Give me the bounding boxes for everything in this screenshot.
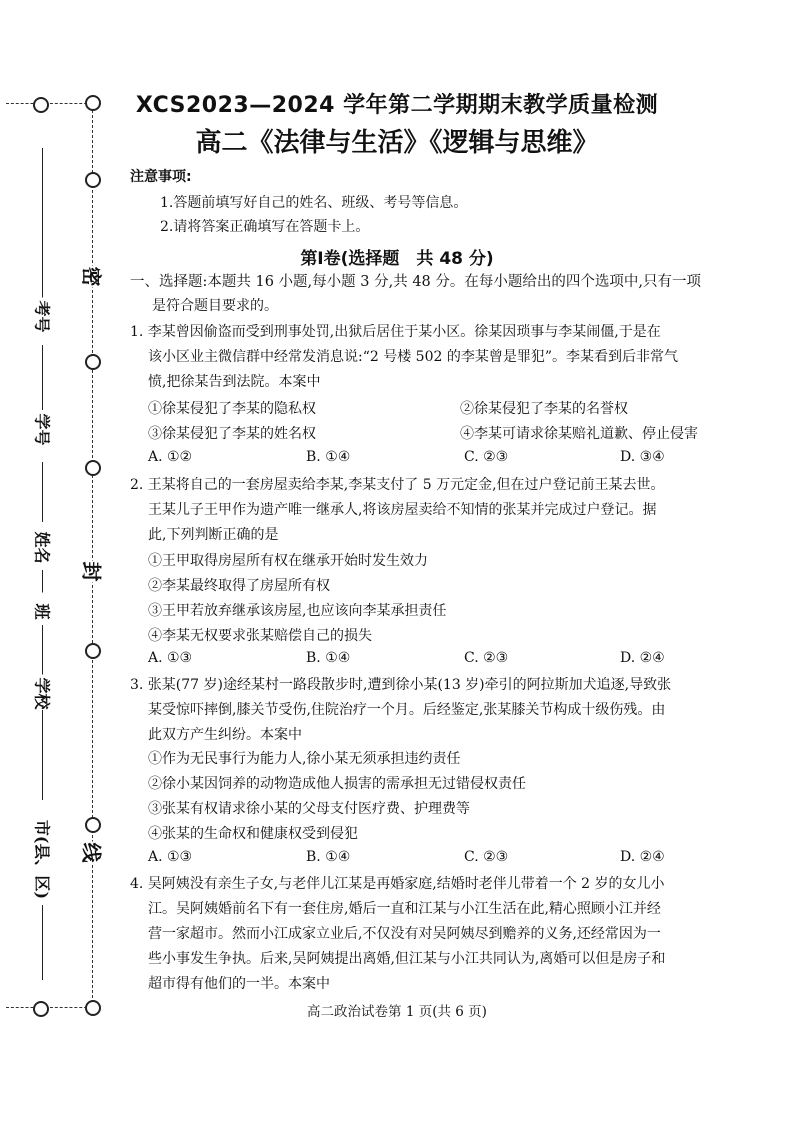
school-label: 学校 bbox=[32, 675, 55, 713]
choice-b: B. ①④ bbox=[306, 849, 351, 865]
question-4-line: 4. 吴阿姨没有亲生子女,与老伴儿江某是再婚家庭,结婚时老伴儿带着一个 2 岁的女儿小 bbox=[130, 876, 665, 892]
question-4-line: 些小事发生争执。后来,吴阿姨提出离婚,但江某与小江共同认为,离婚可以但是房子和 bbox=[148, 951, 666, 967]
question-2-line: 2. 王某将自己的一套房屋卖给李某,李某支付了 5 万元定金,但在过户登记前王某去世。 bbox=[130, 477, 665, 493]
question-3-line: 某受惊吓摔倒,膝关节受伤,住院治疗一个月。后经鉴定,张某膝关节构成十级伤残。由 bbox=[148, 702, 666, 718]
section-instruction: 一、选择题:本题共 16 小题,每小题 3 分,共 48 分。在每小题给出的四个选项中,只有一项 bbox=[130, 274, 701, 290]
student-number-line bbox=[42, 345, 43, 410]
school-line bbox=[42, 710, 43, 800]
section-title: 第Ⅰ卷(选择题 共 48 分) bbox=[300, 249, 494, 269]
subject-title: 高二《法律与生活》《逻辑与思维》 bbox=[195, 128, 599, 158]
binding-hole-icon bbox=[85, 817, 101, 833]
question-2-line: 王某儿子王甲作为遗产唯一继承人,将该房屋卖给不知情的张某并完成过户登记。据 bbox=[148, 502, 657, 518]
question-3-line: 3. 张某(77 岁)途经某村一路段散步时,遭到徐小某(13 岁)牵引的阿拉斯加犬追逐,导致张 bbox=[130, 677, 672, 693]
statement: ①王甲取得房屋所有权在继承开始时发生效力 bbox=[148, 553, 428, 569]
statement: ④李某无权要求张某赔偿自己的损失 bbox=[148, 628, 372, 644]
exam-number-label: 考号 bbox=[32, 298, 55, 336]
choice-a: A. ①③ bbox=[148, 650, 193, 666]
statement: ②徐某侵犯了李某的名誉权 bbox=[460, 401, 628, 417]
choice-b: B. ①④ bbox=[306, 449, 351, 465]
seal-char: 封 bbox=[79, 561, 108, 583]
choice-d: D. ②④ bbox=[620, 849, 665, 865]
note-item: 1.答题前填写好自己的姓名、班级、考号等信息。 bbox=[160, 195, 468, 211]
notes-heading: 注意事项: bbox=[130, 169, 192, 185]
binding-hole-icon bbox=[85, 643, 101, 659]
note-item: 2.请将答案正确填写在答题卡上。 bbox=[160, 219, 370, 235]
exam-title: XCS2023—2024 学年第二学期期末教学质量检测 bbox=[135, 93, 659, 118]
binding-hole-icon bbox=[85, 354, 101, 370]
choice-a: A. ①② bbox=[148, 449, 193, 465]
binding-line bbox=[92, 100, 93, 1008]
statement: ②徐小某因饲养的动物造成他人损害的需承担无过错侵权责任 bbox=[148, 776, 526, 792]
school-line-top bbox=[42, 625, 43, 675]
name-line bbox=[42, 462, 43, 522]
choice-b: B. ①④ bbox=[306, 650, 351, 666]
statement: ①作为无民事行为能力人,徐小某无须承担违约责任 bbox=[148, 751, 461, 767]
seal-char: 密 bbox=[79, 266, 108, 288]
choice-a: A. ①③ bbox=[148, 849, 193, 865]
class-label: 班 bbox=[32, 593, 55, 631]
statement: ④李某可请求徐某赔礼道歉、停止侵害 bbox=[460, 426, 698, 442]
question-4-line: 超市得有他们的一半。本案中 bbox=[148, 976, 330, 992]
statement: ③徐某侵犯了李某的姓名权 bbox=[148, 426, 316, 442]
choice-c: C. ②③ bbox=[464, 449, 509, 465]
question-1-line: 1. 李某曾因偷盗而受到刑事处罚,出狱后居住于某小区。徐某因琐事与李某闹僵,于是在 bbox=[130, 324, 661, 340]
section-instruction: 是符合题目要求的。 bbox=[152, 298, 278, 314]
statement: ④张某的生命权和健康权受到侵犯 bbox=[148, 826, 358, 842]
question-1-line: 愤,把徐某告到法院。本案中 bbox=[148, 374, 321, 390]
exam-number-line bbox=[42, 148, 43, 298]
student-number-label: 学号 bbox=[32, 411, 55, 449]
seal-char: 线 bbox=[79, 842, 108, 864]
choice-d: D. ②④ bbox=[620, 650, 665, 666]
statement: ③王甲若放弃继承该房屋,也应该向李某承担责任 bbox=[148, 603, 447, 619]
statement: ①徐某侵犯了李某的隐私权 bbox=[148, 401, 316, 417]
choice-d: D. ③④ bbox=[620, 449, 665, 465]
district-label: 市(县、区) bbox=[32, 815, 55, 905]
page-footer: 高二政治试卷第 1 页(共 6 页) bbox=[307, 1004, 487, 1020]
statement: ③张某有权请求徐小某的父母支付医疗费、护理费等 bbox=[148, 801, 470, 817]
question-2-line: 此,下列判断正确的是 bbox=[148, 527, 279, 543]
question-4-line: 营一家超市。然而小江成家立业后,不仅没有对吴阿姨尽到赡养的义务,还经常因为一 bbox=[148, 926, 661, 942]
statement: ②李某最终取得了房屋所有权 bbox=[148, 578, 330, 594]
binding-hole-icon bbox=[85, 172, 101, 188]
choice-c: C. ②③ bbox=[464, 849, 509, 865]
district-line bbox=[42, 905, 43, 980]
binding-hole-icon bbox=[85, 460, 101, 476]
name-label: 姓名 bbox=[32, 529, 55, 567]
question-1-line: 该小区业主微信群中经常发消息说:“2 号楼 502 的李某曾是罪犯”。李某看到后非常气 bbox=[148, 349, 679, 365]
question-3-line: 此双方产生纠纷。本案中 bbox=[148, 727, 302, 743]
choice-c: C. ②③ bbox=[464, 650, 509, 666]
question-4-line: 江。吴阿姨婚前名下有一套住房,婚后一直和江某与小江生活在此,精心照顾小江并经 bbox=[148, 901, 661, 917]
